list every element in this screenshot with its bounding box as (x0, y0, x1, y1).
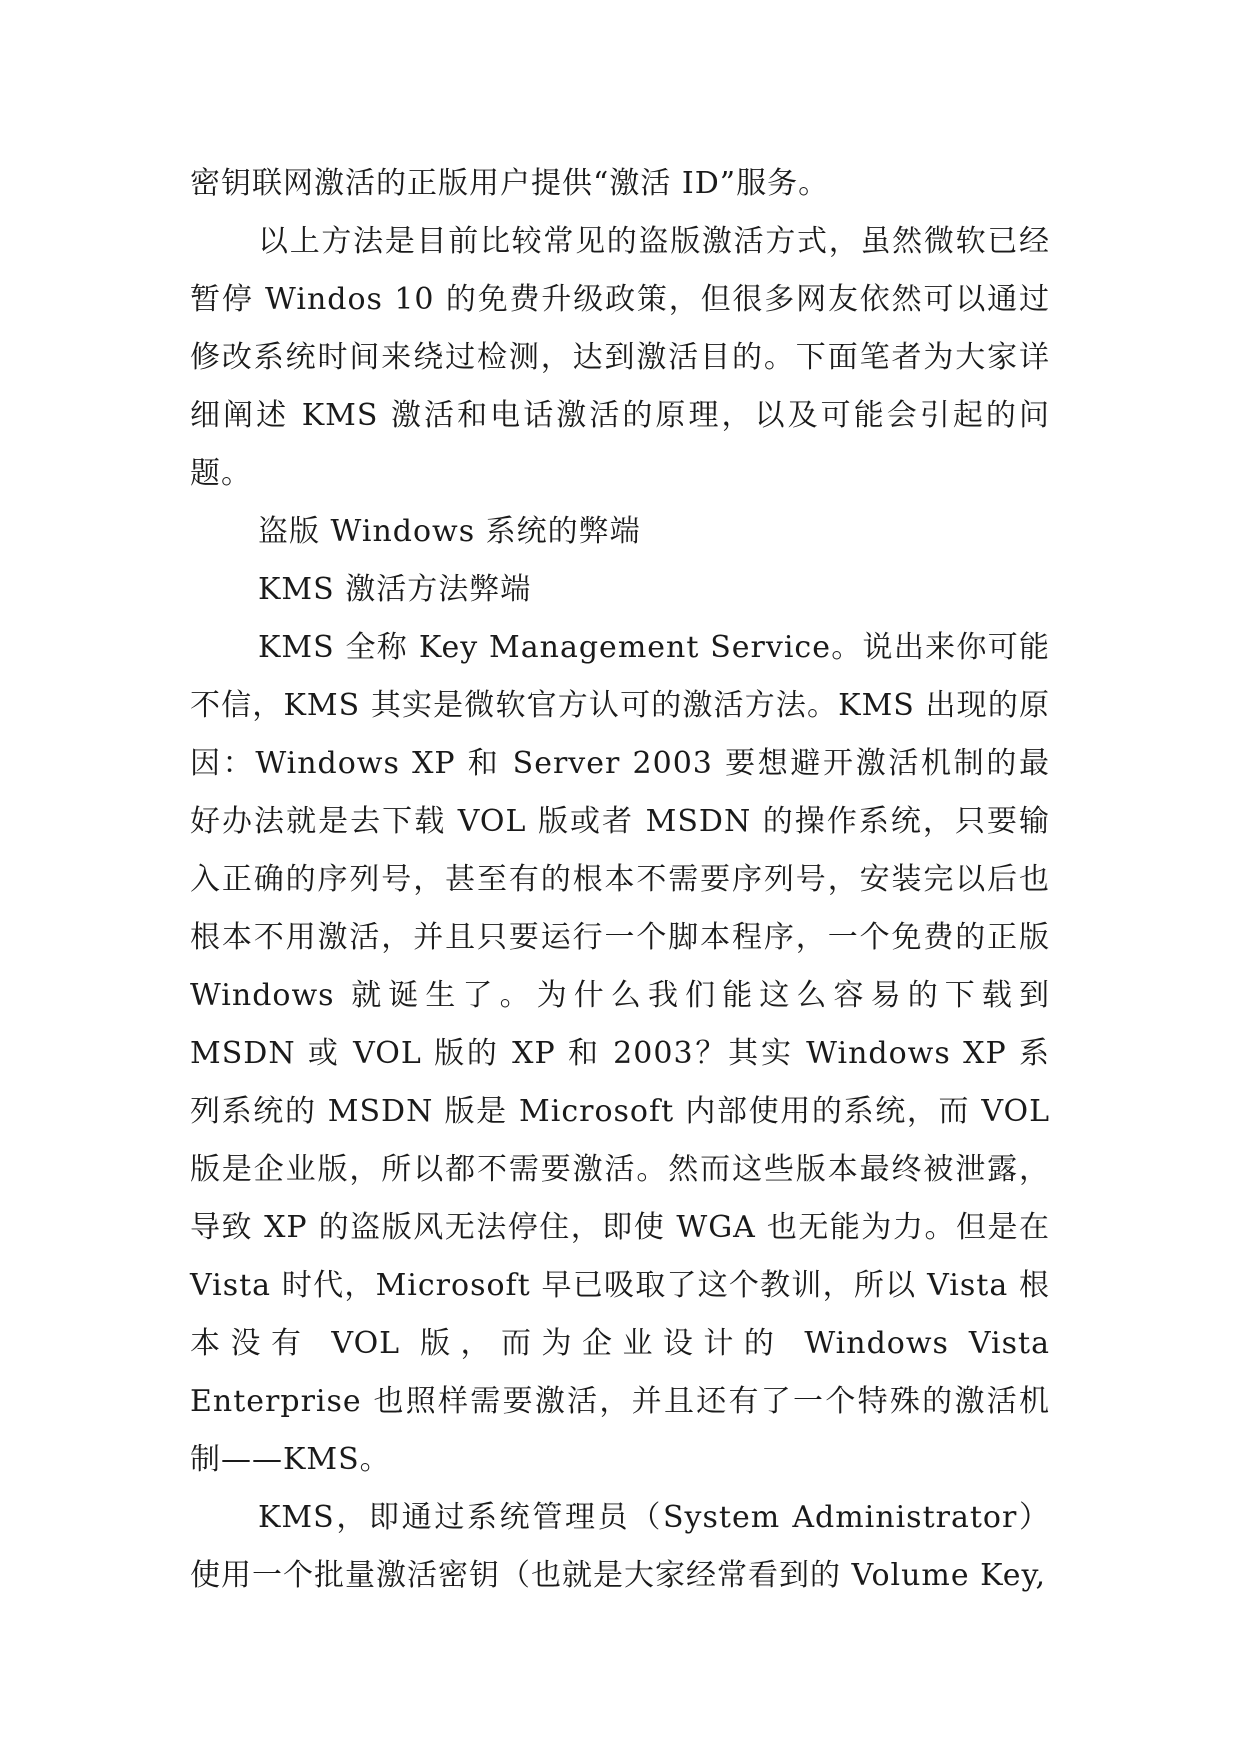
paragraph: 密钥联网激活的正版用户提供“激活 ID”服务。 (190, 166, 830, 201)
paragraph: KMS 全称 Key Management Service。说出来你可能不信，KMS 其实是微软官方认可的激活方法。KMS 出现的原因：Windows XP 和 Server 2003 要想避开激活机制的最好办法就是去下载 VOL 版或者 MSDN 的操作系统，只要输入正确的序列号，甚至有的根本不需要序列号，安装完以后也根本不用激活，并且只要运行一个脚本程序，一个免费的正版 Windows 就诞生了。为什么我们能这么容易的下载到 MSDN 或 VOL 版的 XP 和 2003？其实 Windows XP 系列系统的 MSDN 版是 Microsoft 内部使用的系统，而 VOL 版是企业版，所以都不需要激活。然而这些版本最终被泄露，导致 XP 的盗版风无法停住，即使 WGA 也无能为力。但是在 Vista 时代，Microsoft 早已吸取了这个教训，所以 Vista 根本没有 VOL 版，而为企业设计的 Windows Vista Enterprise 也照样需要激活，并且还有了一个特殊的激活机制——KMS。 (190, 630, 1050, 1477)
paragraph: 以上方法是目前比较常见的盗版激活方式，虽然微软已经暂停 Windos 10 的免费升级政策，但很多网友依然可以通过修改系统时间来绕过检测，达到激活目的。下面笔者为大家详细阐述 KMS 激活和电话激活的原理，以及可能会引起的问题。 (190, 224, 1050, 491)
document-page (190, 155, 1050, 1605)
paragraph: KMS，即通过系统管理员（System Administrator）使用一个批量激活密钥（也就是大家经常看到的 Volume Key, (190, 1500, 1050, 1593)
subsection-heading: KMS 激活方法弊端 (258, 572, 532, 607)
section-heading: 盗版 Windows 系统的弊端 (258, 514, 641, 549)
